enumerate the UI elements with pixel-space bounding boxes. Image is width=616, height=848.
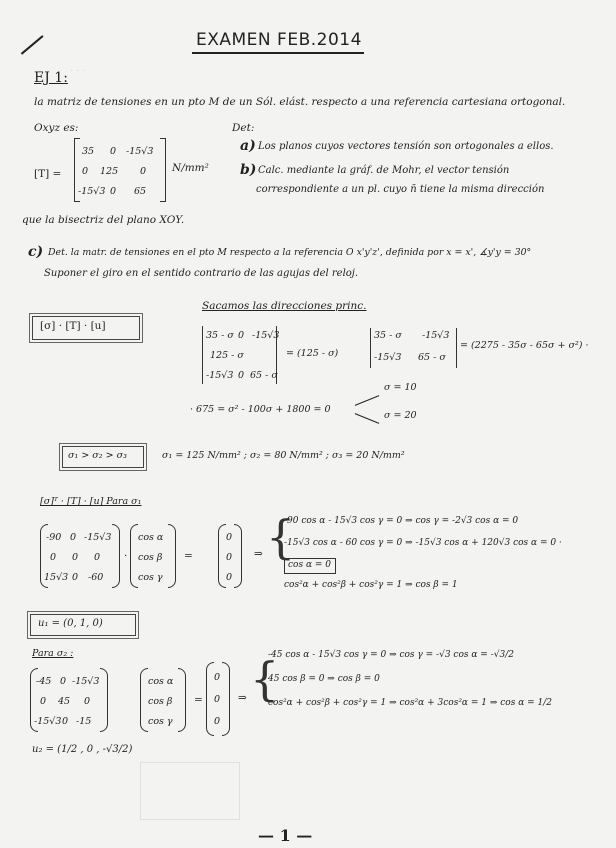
m1-cell: -15√3 xyxy=(84,532,112,543)
det-cell: -15√3 xyxy=(252,330,280,341)
part-b-text-3: que la bisectriz del plano XOY. xyxy=(22,214,185,226)
z2-cell: 0 xyxy=(214,672,221,683)
m2-cell: -15√3 xyxy=(72,676,100,687)
T-matrix-cell: -15√3 xyxy=(78,186,106,197)
T-matrix-cell: 125 xyxy=(100,166,119,177)
system1-line-1: -90 cos α - 15√3 cos γ = 0 ⇒ cos γ = -2√3 cos α = 0 xyxy=(284,516,519,526)
part-c-label: c) xyxy=(28,244,44,260)
det-cell: 125 - σ xyxy=(210,350,244,361)
part-b-text-2: correspondiente a un pl. cuyo n̄ tiene la misma dirección xyxy=(256,184,545,195)
det-expansion: = (125 - σ) xyxy=(286,348,339,359)
T-matrix-cell: 35 xyxy=(82,146,95,157)
v2-paren-right xyxy=(178,668,186,732)
T-matrix-cell: 65 xyxy=(134,186,147,197)
m1-cell: 0 xyxy=(72,572,79,583)
m2-cell: -15 xyxy=(76,716,92,727)
T-matrix-cell: 0 xyxy=(110,146,117,157)
system2-line-2: 45 cos β = 0 ⇒ cos β = 0 xyxy=(268,674,380,684)
m1-cell: -90 xyxy=(46,532,62,543)
m2-cell: 0 xyxy=(60,676,67,687)
implies-arrow-2: ⇒ xyxy=(238,692,247,704)
root-2: σ = 20 xyxy=(384,410,417,421)
det-label: Det: xyxy=(232,122,255,134)
z1-paren-right xyxy=(234,524,242,588)
m1-cell: 15√3 xyxy=(44,572,69,583)
z1-cell: 0 xyxy=(226,532,233,543)
v1-cell: cos α xyxy=(138,532,164,543)
m2-cell: 0 xyxy=(84,696,91,707)
order-box-text: σ₁ > σ₂ > σ₃ xyxy=(68,450,127,461)
v2-cell: cos α xyxy=(148,676,174,687)
v2-paren-left xyxy=(140,668,148,732)
det-result: = (2275 - 35σ - 65σ + σ²) · xyxy=(460,340,589,351)
stress-units: N/mm² xyxy=(172,162,209,174)
para-sigma1-heading: [σ]ᵀ · [T] · [u] Para σ₁ xyxy=(40,496,142,507)
implies-arrow-1: ⇒ xyxy=(254,548,263,560)
margin-tick xyxy=(21,35,43,54)
z2-paren-left xyxy=(206,662,214,736)
det-cell: 35 - σ xyxy=(206,330,234,341)
z2-cell: 0 xyxy=(214,716,221,727)
equals-sign: = xyxy=(184,550,193,562)
v1-cell: cos β xyxy=(138,552,163,563)
T-matrix-label: [T] = xyxy=(34,168,62,180)
det2-bar-right xyxy=(456,328,457,368)
root-arrow-up xyxy=(355,395,379,406)
part-c-text-1: Det. la matr. de tensiones en el pto M respecto a la referencia O x'y'z', definida por x = x', ∡y'y = 30° xyxy=(48,247,532,258)
system1-brace: { xyxy=(266,510,296,564)
det-cell: -15√3 xyxy=(206,370,234,381)
T-matrix-cell: 0 xyxy=(110,186,117,197)
statement-line-1: la matriz de tensiones en un pto M de un Sól. elást. respecto a una referencia cartesiana ortogonal. xyxy=(34,96,566,108)
system2-line-1: -45 cos α - 15√3 cos γ = 0 ⇒ cos γ = -√3 cos α = -√3/2 xyxy=(268,650,514,660)
v1-cell: cos γ xyxy=(138,572,163,583)
statement-line-2: Oxyz es: xyxy=(34,122,79,134)
T-matrix-bracket-right xyxy=(160,138,166,202)
m1-cell: -60 xyxy=(88,572,104,583)
system1-line-3: cos²α + cos²β + cos²γ = 1 ⇒ cos β = 1 xyxy=(284,580,458,590)
system2-brace: { xyxy=(250,652,280,706)
exam-title: EXAMEN FEB.2014 xyxy=(196,30,362,50)
equals-sign-2: = xyxy=(194,694,203,706)
root-1: σ = 10 xyxy=(384,382,417,393)
z1-cell: 0 xyxy=(226,572,233,583)
root-arrow-down xyxy=(355,413,379,424)
v2-cell: cos β xyxy=(148,696,173,707)
m1-cell: 0 xyxy=(72,552,79,563)
m1-cell: 0 xyxy=(50,552,57,563)
cos-alpha-box-text: cos α = 0 xyxy=(288,560,332,570)
T-matrix-cell: 0 xyxy=(140,166,147,177)
m2-cell: -15√3 xyxy=(34,716,62,727)
u2-vector: u₂ = (1/2 , 0 , -√3/2) xyxy=(32,744,133,755)
part-a-text: Los planos cuyos vectores tensión son ortogonales a ellos. xyxy=(258,141,554,152)
m1-cell: 0 xyxy=(94,552,101,563)
m2-cell: 0 xyxy=(40,696,47,707)
title-underline xyxy=(192,52,364,54)
bleed-through-text: · · · xyxy=(70,66,86,77)
det2-cell: 35 - σ xyxy=(374,330,402,341)
T-matrix-cell: 0 xyxy=(82,166,89,177)
part-b-text-1: Calc. mediante la gráf. de Mohr, el vector tensión xyxy=(258,165,510,176)
system1-line-2: -15√3 cos α - 60 cos γ = 0 ⇒ -15√3 cos α + 120√3 cos α = 0 · xyxy=(284,538,562,548)
sacamos-heading: Sacamos las direcciones princ. xyxy=(202,300,367,312)
principal-stresses: σ₁ = 125 N/mm² ; σ₂ = 80 N/mm² ; σ₃ = 20 N/mm² xyxy=(162,450,405,461)
bleed-through-box xyxy=(140,762,240,820)
quadratic-equation: · 675 = σ² - 100σ + 1800 = 0 xyxy=(190,404,331,415)
m1-cell: 0 xyxy=(70,532,77,543)
m2-cell: 0 xyxy=(62,716,69,727)
mult-dot: · xyxy=(124,550,128,562)
det-bar-left xyxy=(202,326,203,384)
exercise-label: EJ 1: xyxy=(34,70,68,86)
det2-cell: -15√3 xyxy=(422,330,450,341)
det2-cell: -15√3 xyxy=(374,352,402,363)
v1-paren-left xyxy=(130,524,138,588)
system2-line-3: cos²α + cos²β + cos²γ = 1 ⇒ cos²α + 3cos²α = 1 ⇒ cos α = 1/2 xyxy=(268,698,553,708)
m2-paren-right xyxy=(100,668,108,732)
u1-vector: u₁ = (0, 1, 0) xyxy=(38,618,103,629)
v1-paren-right xyxy=(168,524,176,588)
page-number: — 1 — xyxy=(258,826,313,845)
m1-paren-right xyxy=(112,524,120,588)
m2-cell: 45 xyxy=(58,696,71,707)
z2-paren-right xyxy=(222,662,230,736)
equation-box-text: [σ] · [T] · [u] xyxy=(40,320,106,332)
T-matrix-cell: -15√3 xyxy=(126,146,154,157)
z1-cell: 0 xyxy=(226,552,233,563)
part-c-text-2: Suponer el giro en el sentido contrario de las agujas del reloj. xyxy=(44,268,359,279)
det-cell: 65 - σ xyxy=(250,370,278,381)
det2-cell: 65 - σ xyxy=(418,352,446,363)
det-cell: 0 xyxy=(238,330,245,341)
para-sigma2-heading: Para σ₂ : xyxy=(32,648,74,659)
v2-cell: cos γ xyxy=(148,716,173,727)
m2-cell: -45 xyxy=(36,676,52,687)
det-cell: 0 xyxy=(238,370,245,381)
z1-paren-left xyxy=(218,524,226,588)
z2-cell: 0 xyxy=(214,694,221,705)
part-a-label: a) xyxy=(240,138,256,154)
part-b-label: b) xyxy=(240,162,257,178)
det2-bar-left xyxy=(370,328,371,368)
